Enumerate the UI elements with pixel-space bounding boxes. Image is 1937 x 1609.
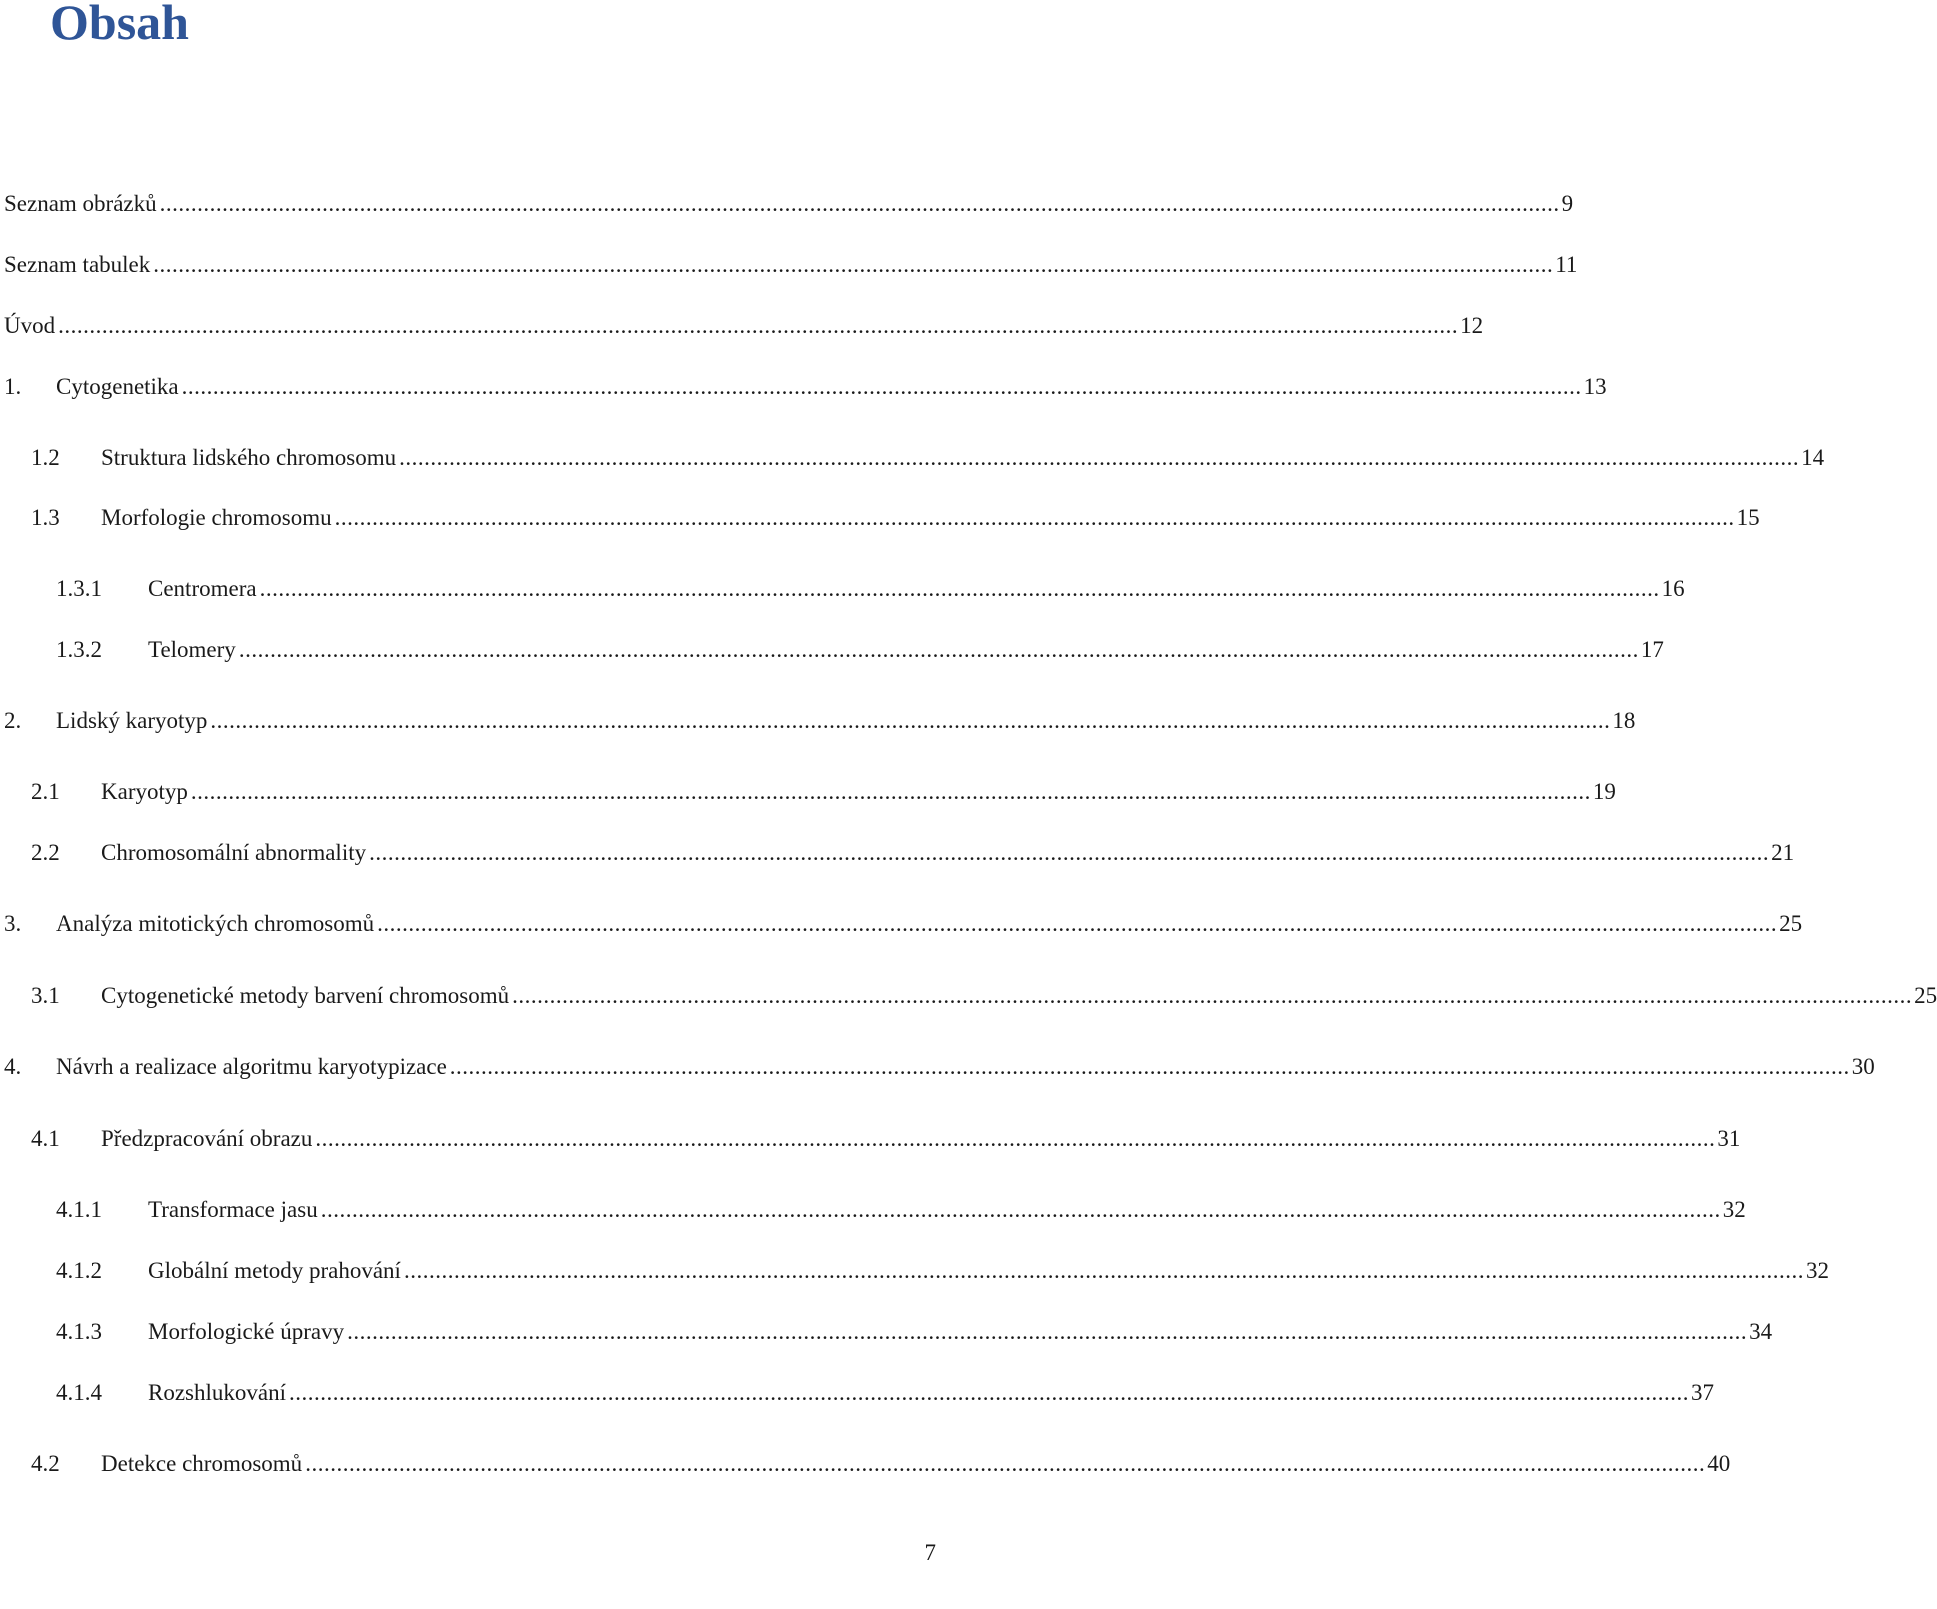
toc-entry-number: 1.3.2 xyxy=(56,637,102,662)
toc-entry-title: Cytogenetika xyxy=(56,374,179,399)
toc-entry-4-1[interactable] xyxy=(4,1124,1741,1154)
toc-entry-title: Předzpracování obrazu xyxy=(101,1126,313,1151)
toc-entry-page: 13 xyxy=(1583,374,1607,399)
toc-entry-number: 3.1 xyxy=(31,983,60,1008)
toc-entry-number: 2.2 xyxy=(31,840,60,865)
toc-entry-number: 4.1.4 xyxy=(56,1380,102,1405)
toc-entry-4-1-1[interactable] xyxy=(4,1195,1746,1225)
toc-entry-page: 17 xyxy=(1640,637,1664,662)
toc-entry-4-2[interactable] xyxy=(4,1449,1731,1479)
toc-entry-title: Telomery xyxy=(148,637,236,662)
toc-dot-leader: ................................................................................................................................................................................................................................ xyxy=(259,576,1660,601)
toc-entry-number: 2. xyxy=(4,708,22,733)
toc-entry-page: 16 xyxy=(1661,576,1685,601)
toc-entry-number: 4. xyxy=(4,1054,22,1079)
toc-entry-title: Cytogenetické metody barvení chromosomů xyxy=(101,983,510,1008)
toc-dot-leader: ................................................................................................................................................................................................................................ xyxy=(181,374,1582,399)
toc-entry-4-1-4[interactable] xyxy=(4,1378,1714,1408)
toc-entry-page: 40 xyxy=(1707,1451,1731,1476)
toc-dot-leader: ................................................................................................................................................................................................................................ xyxy=(403,1258,1804,1283)
page-number: 7 xyxy=(924,1540,936,1565)
toc-dot-leader: ................................................................................................................................................................................................................................ xyxy=(369,840,1770,865)
toc-entry-title: Rozshlukování xyxy=(148,1380,286,1405)
toc-entry-number: 4.1.2 xyxy=(56,1258,102,1283)
toc-entry-page: 11 xyxy=(1555,252,1578,277)
toc-dot-leader: ................................................................................................................................................................................................................................ xyxy=(238,637,1639,662)
toc-entry-page: 12 xyxy=(1460,313,1484,338)
toc-entry-3-1[interactable] xyxy=(4,981,1937,1011)
toc-dot-leader: ................................................................................................................................................................................................................................ xyxy=(315,1126,1716,1151)
toc-entry-number: 4.2 xyxy=(31,1451,60,1476)
toc-entry-page: 32 xyxy=(1805,1258,1829,1283)
toc-entry-title: Struktura lidského chromosomu xyxy=(101,445,397,470)
toc-entry-number: 1.3 xyxy=(31,505,60,530)
page-title: Obsah xyxy=(50,0,189,50)
toc-entry-number: 4.1 xyxy=(31,1126,60,1151)
toc-entry-title: Seznam tabulek xyxy=(4,252,151,277)
toc-entry-title: Analýza mitotických chromosomů xyxy=(56,911,375,936)
toc-entry-number: 3. xyxy=(4,911,22,936)
toc-entry-seznam-obrazku[interactable] xyxy=(4,189,1574,219)
toc-entry-1-3-2[interactable] xyxy=(4,635,1664,665)
toc-dot-leader: ................................................................................................................................................................................................................................ xyxy=(289,1380,1689,1405)
toc-entry-page: 19 xyxy=(1592,779,1616,804)
toc-entry-page: 32 xyxy=(1722,1197,1746,1222)
toc-entry-page: 34 xyxy=(1749,1319,1773,1344)
toc-entry-3[interactable] xyxy=(4,909,1803,939)
toc-entry-number: 4.1.3 xyxy=(56,1319,102,1344)
toc-entry-title: Úvod xyxy=(4,313,56,338)
toc-dot-leader: ................................................................................................................................................................................................................................ xyxy=(58,313,1459,338)
toc-entry-1-3-1[interactable] xyxy=(4,574,1685,604)
toc-entry-title: Seznam obrázků xyxy=(4,191,157,216)
toc-entry-2-1[interactable] xyxy=(4,777,1616,807)
toc-entry-number: 1.2 xyxy=(31,445,60,470)
toc-entry-2-2[interactable] xyxy=(4,838,1795,868)
toc-entry-page: 14 xyxy=(1801,445,1825,470)
toc-dot-leader: ................................................................................................................................................................................................................................ xyxy=(320,1197,1721,1222)
toc-entry-page: 25 xyxy=(1914,983,1937,1008)
toc-entry-title: Morfologické úpravy xyxy=(148,1319,345,1344)
toc-entry-page: 31 xyxy=(1717,1126,1741,1151)
toc-entry-page: 9 xyxy=(1561,191,1574,216)
toc-dot-leader: ................................................................................................................................................................................................................................ xyxy=(377,911,1778,936)
toc-entry-title: Karyotyp xyxy=(101,779,188,804)
toc-entry-title: Chromosomální abnormality xyxy=(101,840,367,865)
toc-dot-leader: ................................................................................................................................................................................................................................ xyxy=(512,983,1913,1008)
toc-dot-leader: ................................................................................................................................................................................................................................ xyxy=(153,252,1554,277)
toc-dot-leader: ................................................................................................................................................................................................................................ xyxy=(334,505,1735,530)
toc-entry-page: 18 xyxy=(1612,708,1636,733)
toc-entry-page: 37 xyxy=(1691,1380,1714,1405)
toc-entry-page: 30 xyxy=(1851,1054,1875,1079)
toc-entry-4-1-3[interactable] xyxy=(4,1317,1773,1347)
toc-entry-1-2[interactable] xyxy=(4,443,1825,473)
toc-entry-title: Detekce chromosomů xyxy=(101,1451,303,1476)
toc-dot-leader: ................................................................................................................................................................................................................................ xyxy=(159,191,1560,216)
toc-entry-title: Lidský karyotyp xyxy=(56,708,208,733)
toc-entry-page: 15 xyxy=(1736,505,1760,530)
toc-entry-title: Transformace jasu xyxy=(148,1197,318,1222)
toc-entry-1[interactable] xyxy=(4,372,1607,402)
toc-entry-page: 25 xyxy=(1779,911,1803,936)
toc-dot-leader: ................................................................................................................................................................................................................................ xyxy=(210,708,1611,733)
toc-dot-leader: ................................................................................................................................................................................................................................ xyxy=(190,779,1591,804)
toc-entry-number: 4.1.1 xyxy=(56,1197,102,1222)
toc-dot-leader: ................................................................................................................................................................................................................................ xyxy=(305,1451,1706,1476)
toc-entry-title: Morfologie chromosomu xyxy=(101,505,332,530)
toc-entry-title: Návrh a realizace algoritmu karyotypizace xyxy=(56,1054,447,1079)
toc-entry-4[interactable] xyxy=(4,1052,1875,1082)
toc-entry-seznam-tabulek[interactable] xyxy=(4,250,1578,280)
toc-dot-leader: ................................................................................................................................................................................................................................ xyxy=(347,1319,1748,1344)
toc-entry-title: Globální metody prahování xyxy=(148,1258,401,1283)
toc-entry-2[interactable] xyxy=(4,706,1636,736)
toc-entry-number: 1. xyxy=(4,374,22,399)
toc-entry-uvod[interactable] xyxy=(4,311,1484,341)
toc-dot-leader: ................................................................................................................................................................................................................................ xyxy=(449,1054,1850,1079)
toc-entry-number: 2.1 xyxy=(31,779,60,804)
toc-entry-4-1-2[interactable] xyxy=(4,1256,1829,1286)
toc-entry-page: 21 xyxy=(1771,840,1795,865)
toc-entry-title: Centromera xyxy=(148,576,257,601)
toc-dot-leader: ................................................................................................................................................................................................................................ xyxy=(399,445,1800,470)
toc-entry-1-3[interactable] xyxy=(4,503,1760,533)
toc-entry-number: 1.3.1 xyxy=(56,576,102,601)
